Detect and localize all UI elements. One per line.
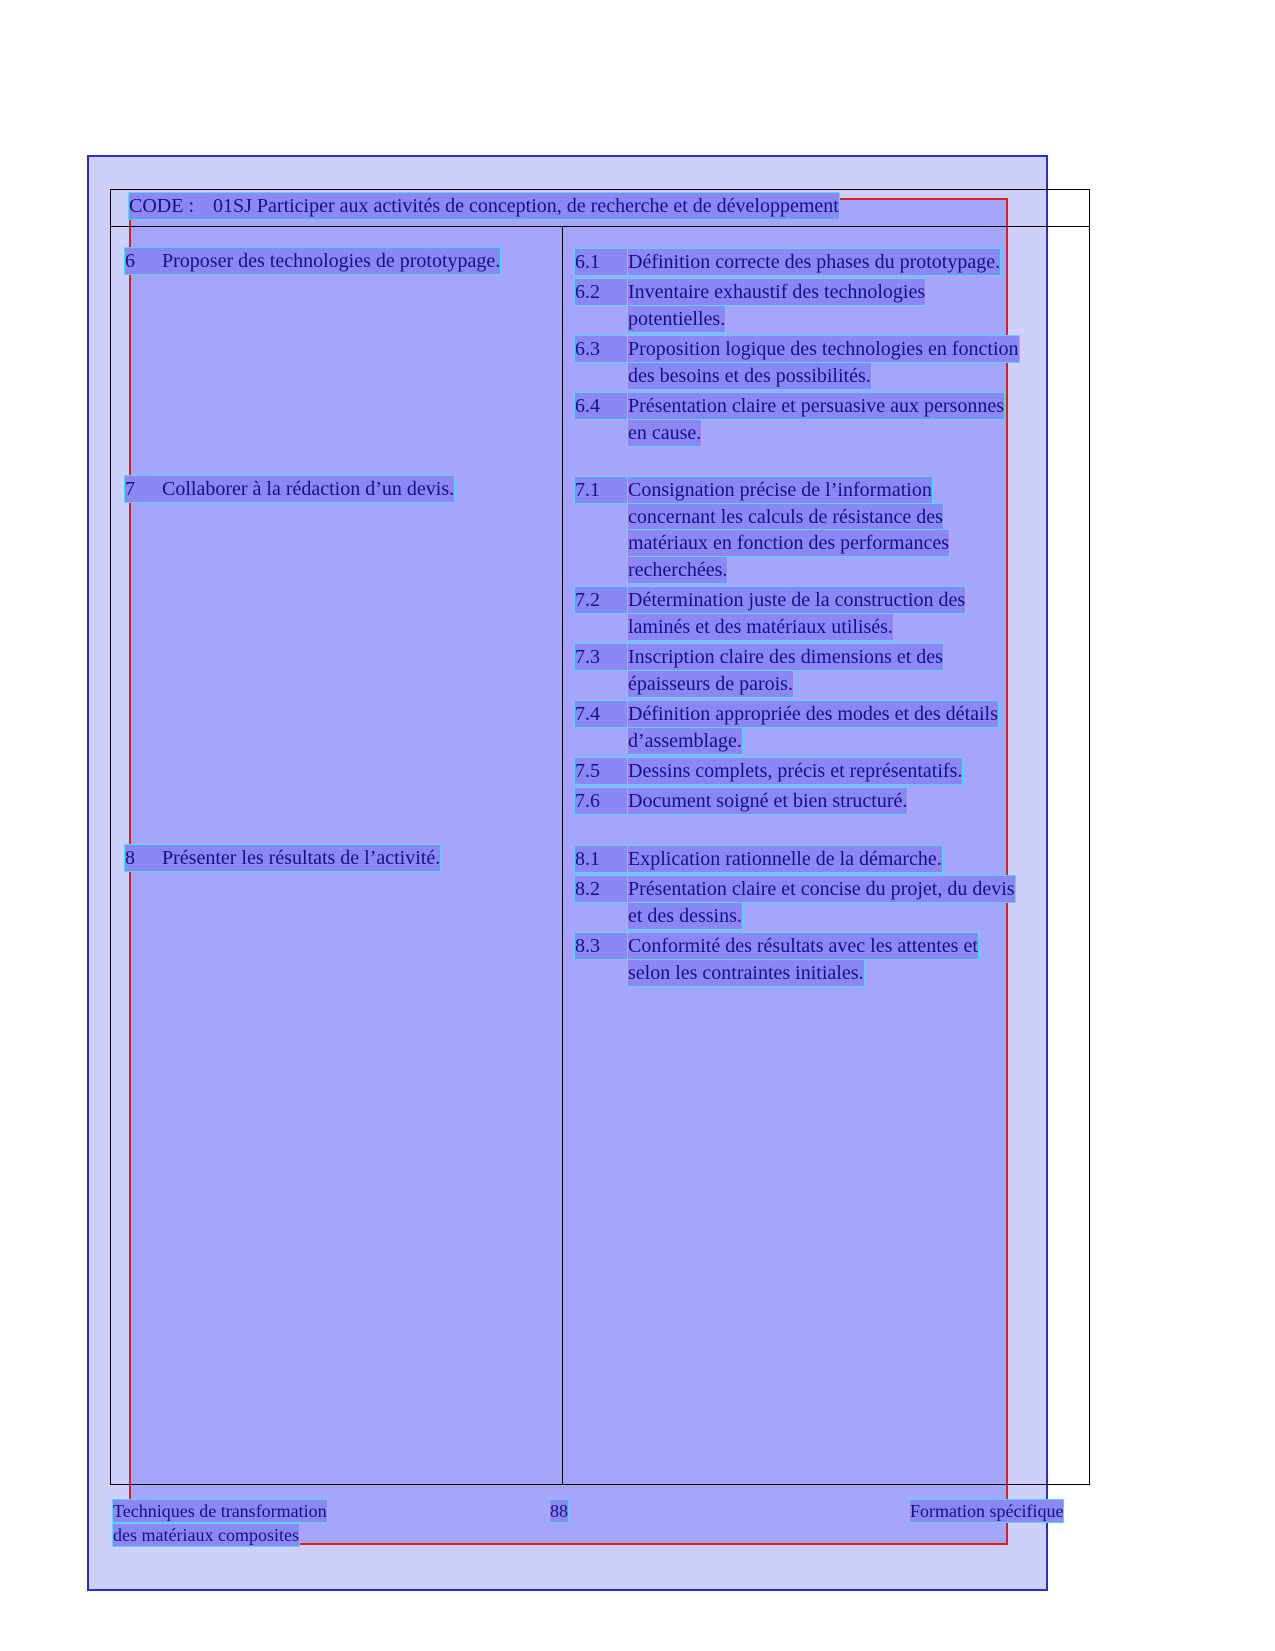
table-header-code: [129, 193, 839, 219]
criterion-text: Proposition logique des technologies en fonction: [628, 338, 1019, 360]
criterion-number: 8.3: [575, 933, 627, 959]
criterion-text: Inscription claire des dimensions et des: [628, 646, 943, 668]
competency-table: [110, 189, 1090, 1485]
footer-formation-label: Formation spécifique: [910, 1501, 1064, 1521]
criterion-text: matériaux en fonction des performances: [628, 532, 949, 554]
criterion-number: 6.3: [575, 336, 627, 362]
criterion-number: 7.5: [575, 758, 627, 784]
criterion-text: laminés et des matériaux utilisés.: [628, 616, 893, 638]
element-number: 7: [125, 478, 135, 500]
criterion-text: d’assemblage.: [628, 730, 742, 752]
criterion-number: 7.6: [575, 788, 627, 814]
criterion-number: 7.4: [575, 701, 627, 727]
footer-program-line1: Techniques de transformation: [113, 1501, 327, 1521]
criterion-text: Détermination juste de la construction des: [628, 589, 966, 611]
criterion-text: Inventaire exhaustif des technologies: [628, 281, 926, 303]
code-title: 01SJ Participer aux activités de conception, de recherche et de développement: [213, 195, 839, 217]
criterion-number: 8.1: [575, 846, 627, 872]
criterion-text: et des dessins.: [628, 905, 742, 927]
table-column-divider: [562, 227, 563, 1485]
element-number: 6: [125, 250, 135, 272]
criterion-text: Document soigné et bien structuré.: [628, 790, 908, 812]
criterion-text: Présentation claire et persuasive aux personnes: [628, 395, 1004, 417]
criterion-text: Consignation précise de l’information: [628, 479, 932, 501]
criterion-text: Définition appropriée des modes et des détails: [628, 703, 998, 725]
criterion-number: 6.2: [575, 279, 627, 305]
code-label: CODE :: [129, 195, 194, 217]
element-label: Présenter les résultats de l’activité.: [162, 847, 441, 869]
element-label: Proposer des technologies de prototypage.: [162, 250, 501, 272]
criterion-number: 6.4: [575, 393, 627, 419]
criterion-number: 7.3: [575, 644, 627, 670]
element-row: [125, 845, 440, 871]
criterion-text: épaisseurs de parois.: [628, 673, 793, 695]
footer-program-line2: des matériaux composites: [113, 1525, 299, 1545]
element-label: Collaborer à la rédaction d’un devis.: [162, 478, 455, 500]
footer-page-number: 88: [550, 1501, 568, 1521]
criterion-text: concernant les calculs de résistance des: [628, 506, 943, 528]
element-row: [125, 476, 454, 502]
criterion-number: 8.2: [575, 876, 627, 902]
criterion-text: en cause.: [628, 422, 702, 444]
criterion-number: 7.1: [575, 477, 627, 503]
criterion-text: selon les contraintes initiales.: [628, 962, 864, 984]
criterion-text: des besoins et des possibilités.: [628, 365, 871, 387]
element-number: 8: [125, 847, 135, 869]
criterion-text: Explication rationnelle de la démarche.: [628, 848, 942, 870]
criterion-text: Conformité des résultats avec les attentes et: [628, 935, 978, 957]
criterion-text: potentielles.: [628, 308, 726, 330]
criterion-text: Présentation claire et concise du projet, du devis: [628, 878, 1015, 900]
criterion-number: 7.2: [575, 587, 627, 613]
criterion-number: 6.1: [575, 249, 627, 275]
criterion-text: Définition correcte des phases du prototypage.: [628, 251, 1001, 273]
table-header-rule: [110, 226, 1090, 227]
criterion-text: recherchées.: [628, 559, 728, 581]
criterion-text: Dessins complets, précis et représentatifs.: [628, 760, 963, 782]
element-row: [125, 248, 500, 274]
